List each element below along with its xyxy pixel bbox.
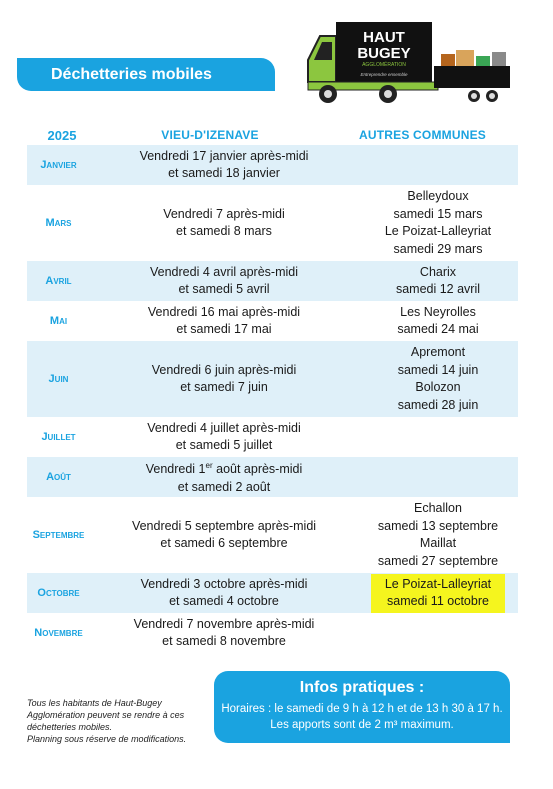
autres-line: Belleydoux [407, 189, 469, 203]
infos-title: Infos pratiques : [299, 679, 425, 696]
footnote-line: Planning sous réserve de modifications. [27, 734, 187, 744]
vieu-line: Vendredi 7 après-midi [163, 206, 285, 221]
vieu-line: et samedi 4 octobre [169, 594, 279, 608]
autres-line: samedi 29 mars [393, 241, 483, 256]
footnote-line: déchetteries mobiles. [27, 722, 113, 732]
vieu-cell [90, 145, 358, 185]
vieu-cell [90, 613, 358, 653]
logo-tag: Entreprendre ensemble [360, 72, 408, 77]
table-row [27, 185, 518, 261]
month-label: Août [46, 471, 71, 483]
autres-line: samedi 11 octobre [387, 594, 489, 608]
vieu-line: et samedi 7 juin [180, 380, 268, 394]
footnote-line: Tous les habitants de Haut-Bugey [27, 698, 162, 708]
vieu-line: Vendredi 6 juin après-midi [151, 362, 297, 377]
autres-line: Le Poizat-Lalleyriat [384, 576, 492, 591]
autres-line: samedi 12 avril [395, 282, 481, 296]
autres-cell [358, 301, 518, 341]
autres-cell [358, 417, 518, 457]
month-label: Novembre [34, 627, 83, 639]
vieu-line: et samedi 2 août [177, 480, 271, 495]
vieu-cell [90, 185, 358, 261]
vieu-line: et samedi 8 mars [176, 224, 272, 238]
vieu-line: et samedi 17 mai [176, 322, 272, 336]
autres-cell [358, 341, 518, 417]
header-year: 2025 [47, 128, 77, 143]
autres-cell [358, 497, 518, 573]
vieu-line: Vendredi 1er août après-midi [145, 461, 303, 477]
vieu-line: et samedi 6 septembre [160, 536, 288, 550]
truck-logo [306, 20, 516, 110]
vieu-line: et samedi 5 juillet [175, 438, 273, 452]
month-label: Octobre [37, 587, 80, 599]
table-row [27, 573, 518, 613]
table-row [27, 301, 518, 341]
autres-cell [358, 573, 518, 613]
autres-line: Charix [419, 264, 457, 279]
vieu-line: Vendredi 5 septembre après-midi [131, 518, 317, 533]
vieu-cell [90, 261, 358, 301]
autres-line: Maillat [419, 536, 457, 550]
table-row [27, 145, 518, 185]
month-label: Septembre [32, 529, 85, 541]
autres-line: Le Poizat-Lalleyriat [384, 224, 492, 238]
vieu-line: Vendredi 7 novembre après-midi [133, 616, 315, 631]
autres-cell [358, 261, 518, 301]
table-row [27, 613, 518, 653]
table-row [27, 497, 518, 573]
vieu-cell [90, 457, 358, 497]
month-label: Janvier [40, 159, 77, 171]
vieu-cell [90, 341, 358, 417]
autres-line: Les Neyrolles [400, 304, 476, 319]
autres-line: samedi 24 mai [397, 322, 479, 336]
vieu-line: et samedi 18 janvier [168, 166, 280, 180]
table-row [27, 457, 518, 497]
footnote [27, 697, 207, 745]
vieu-line: et samedi 5 avril [178, 282, 270, 296]
month-label: Juin [48, 373, 69, 385]
vieu-cell [90, 417, 358, 457]
table-row [27, 417, 518, 457]
autres-line: Apremont [410, 345, 466, 359]
autres-line: Bolozon [415, 380, 461, 394]
autres-cell [358, 457, 518, 497]
autres-cell [358, 185, 518, 261]
month-label: Juillet [41, 431, 76, 443]
table-row [27, 261, 518, 301]
vieu-line: Vendredi 4 avril après-midi [150, 264, 298, 279]
table-row [27, 341, 518, 417]
vieu-line: Vendredi 16 mai après-midi [147, 304, 301, 319]
vieu-cell [90, 497, 358, 573]
header-autres: AUTRES COMMUNES [358, 128, 486, 142]
schedule-table [27, 145, 518, 653]
logo-line2: BUGEY [357, 45, 411, 62]
vieu-cell [90, 301, 358, 341]
footnote-line: Agglomération peuvent se rendre à ces [27, 710, 185, 720]
header-vieu: VIEU-D'IZENAVE [161, 128, 259, 142]
autres-line: Echallon [414, 501, 462, 515]
autres-line: samedi 27 septembre [377, 553, 499, 568]
vieu-cell [90, 573, 358, 613]
page-title: Déchetteries mobiles [51, 65, 212, 83]
vieu-line: Vendredi 17 janvier après-midi [139, 148, 309, 163]
month-label: Avril [45, 275, 72, 287]
autres-line: samedi 13 septembre [377, 518, 499, 533]
logo-sub: AGGLOMÉRATION [362, 62, 406, 68]
infos-line: Les apports sont de 2 m³ maximum. [270, 719, 454, 731]
vieu-line: Vendredi 4 juillet après-midi [147, 420, 301, 435]
vieu-line: Vendredi 3 octobre après-midi [140, 576, 308, 591]
infos-box [214, 671, 510, 743]
autres-line: samedi 28 juin [397, 397, 479, 412]
vieu-line: et samedi 8 novembre [162, 634, 286, 648]
autres-line: samedi 14 juin [397, 362, 479, 377]
month-label: Mai [49, 315, 68, 327]
autres-cell [358, 613, 518, 653]
autres-cell [358, 145, 518, 185]
title-banner [17, 58, 275, 91]
infos-line: Horaires : le samedi de 9 h à 12 h et de 13 h 30 à 17 h. [221, 703, 503, 715]
autres-line: samedi 15 mars [393, 206, 483, 221]
month-label: Mars [45, 217, 72, 229]
logo-line1: HAUT [363, 29, 405, 46]
